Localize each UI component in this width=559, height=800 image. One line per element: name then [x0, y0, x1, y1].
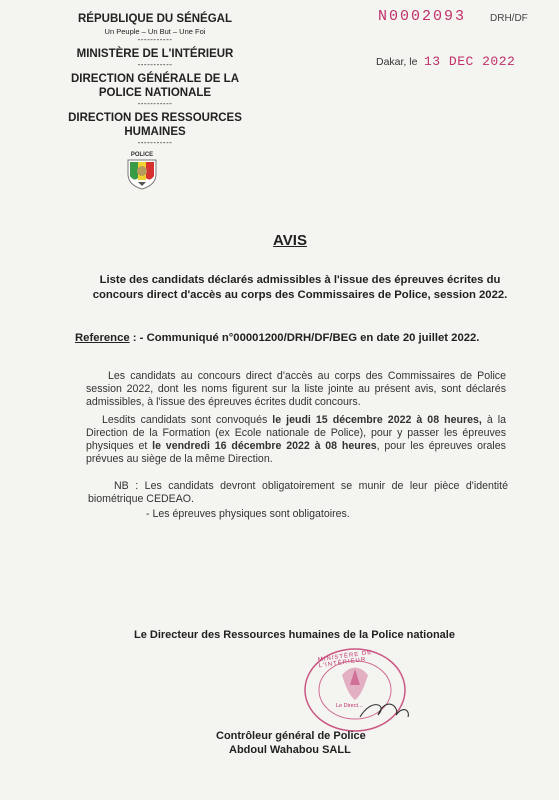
subject-line1: Liste des candidats déclarés admissibles à l'issue des épreuves écrites du	[99, 274, 501, 286]
signatory-rank: Contrôleur général de Police	[216, 730, 366, 742]
signatory-name: Abdoul Wahabou SALL	[229, 744, 351, 756]
separator: -----------	[137, 35, 173, 44]
nb-note-physical: - Les épreuves physiques sont obligatoires.	[146, 508, 350, 520]
ministry-name: MINISTÈRE DE L'INTÉRIEUR	[76, 48, 234, 60]
signatory-role: Le Directeur des Ressources humaines de la Police nationale	[134, 629, 455, 641]
separator: -----------	[137, 60, 173, 69]
reference-text: : - Communiqué n°00001200/DRH/DF/BEG en date 20 juillet 2022.	[132, 332, 480, 344]
department-line1: DIRECTION DES RESSOURCES	[68, 112, 242, 124]
notice-title: AVIS	[273, 232, 307, 249]
stamp-text: MINISTÈRE DE L'INTÉRIEUR	[317, 649, 373, 670]
country-name: RÉPUBLIQUE DU SÉNÉGAL	[78, 13, 232, 25]
date-stamp: 13 DEC 2022	[424, 54, 516, 69]
registration-suffix: DRH/DF	[490, 13, 528, 24]
separator: -----------	[137, 138, 173, 147]
department-line2: HUMAINES	[124, 126, 186, 138]
convocation-date-oral: le vendredi 16 décembre 2022 à 08 heures	[152, 440, 377, 452]
directorate-line1: DIRECTION GÉNÉRALE DE LA	[70, 73, 240, 85]
paragraph-text: Lesdits candidats sont convoqués	[102, 414, 273, 426]
reference-line	[75, 332, 479, 344]
national-motto: Un Peuple – Un But – Une Foi	[104, 27, 206, 36]
paragraph-text: à la Direction de la Formation (ex Ecole nationale de Police), pour y passer les épreuves physiques et	[86, 414, 507, 452]
directorate-line2: POLICE NATIONALE	[98, 87, 212, 99]
notice-subject	[70, 273, 530, 303]
date-prefix: Dakar, le	[376, 56, 418, 68]
police-logo-icon	[124, 152, 160, 192]
body-paragraph-1: Les candidats au concours direct d'accès au corps des Commissaires de Police session 2022, dont les noms figurent sur la liste jointe au présent avis, sont déclarés admissibles, à l'issue des épreuves écrites dudit concours.	[86, 370, 506, 408]
subject-line2: concours direct d'accès au corps des Commissaires de Police, session 2022.	[92, 289, 508, 301]
separator: -----------	[137, 99, 173, 108]
registration-number: N0002093	[378, 8, 467, 25]
convocation-date-physical: le jeudi 15 décembre 2022 à 08 heures,	[272, 414, 482, 426]
stamp-inner-text: Le Direct...	[336, 703, 363, 709]
official-stamp-icon	[300, 645, 410, 735]
reference-label: Reference	[75, 332, 130, 344]
police-shield-icon	[124, 158, 160, 190]
letterhead	[60, 12, 250, 147]
body-paragraph-2	[86, 414, 506, 466]
logo-label: POLICE	[130, 152, 154, 158]
paragraph-text: , pour les épreuves orales prévues au siège de la même Direction.	[86, 440, 506, 465]
nb-note: NB : Les candidats devront obligatoirement se munir de leur pièce d'identité biométrique CEDEAO.	[88, 480, 508, 505]
